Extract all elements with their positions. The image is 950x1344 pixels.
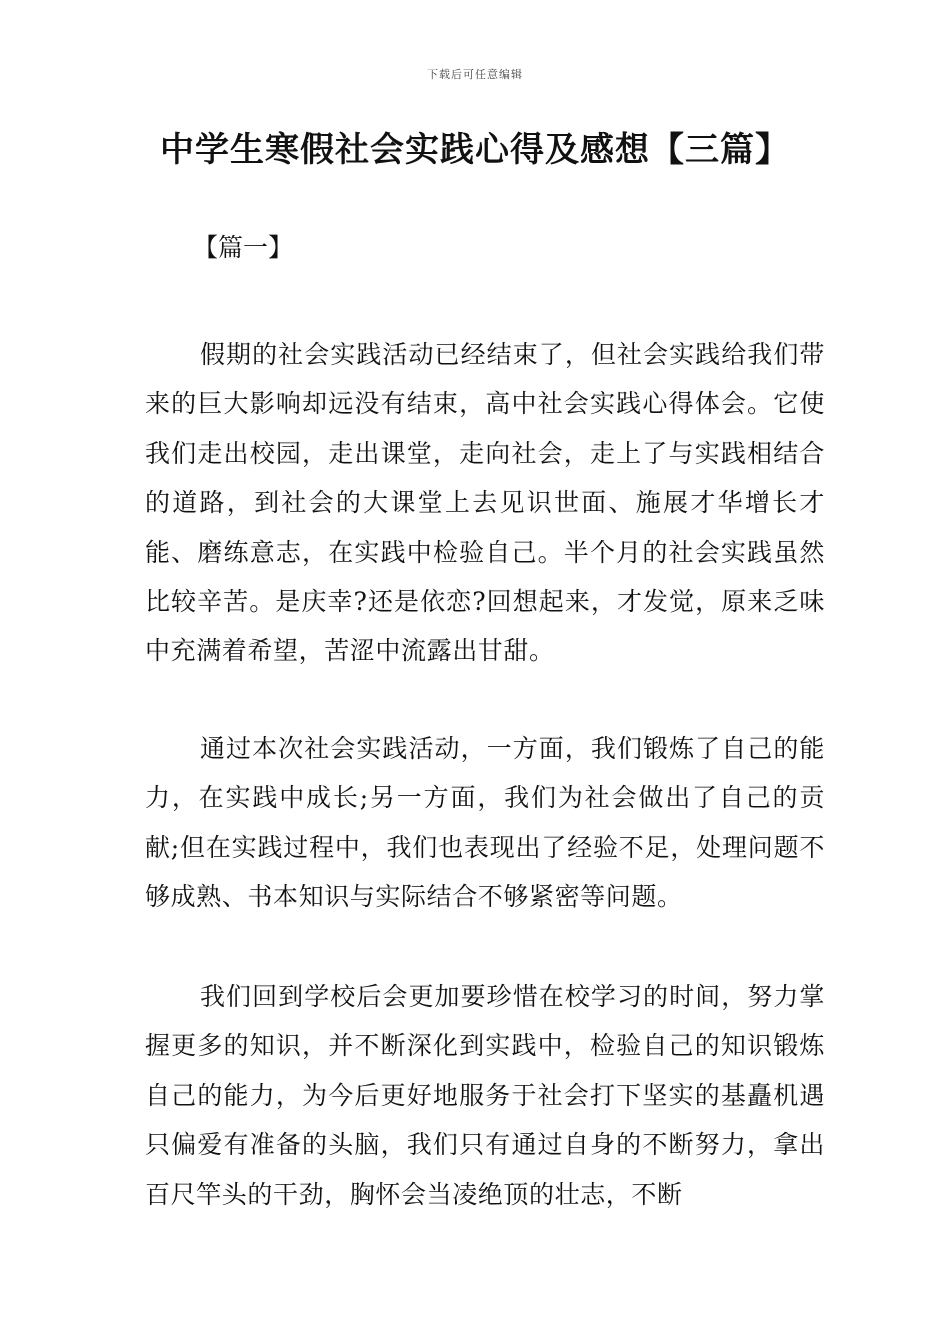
header-note: 下载后可任意编辑	[427, 68, 523, 81]
paragraph-1	[145, 330, 825, 676]
section-label: 【篇一】	[193, 233, 294, 262]
document-title: 中学生寒假社会实践心得及感想【三篇】	[160, 130, 790, 170]
paragraph-3	[145, 972, 825, 1219]
paragraph-text: 通过本次社会实践活动，一方面，我们锻炼了自己的能力，在实践中成长;另一方面，我们为社会做出了自己的贡献;但在实践过程中，我们也表现出了经验不足，处理问题不够成熟、书本知识与实际结合不够紧密等问题。	[145, 734, 825, 912]
paragraph-text: 假期的社会实践活动已经结束了，但社会实践给我们带来的巨大影响却远没有结束，高中社会实践心得体会。它使我们走出校园，走出课堂，走向社会，走上了与实践相结合的道路，到社会的大课堂上去见识世面、施展才华增长才能、磨练意志，在实践中检验自己。半个月的社会实践虽然比较辛苦。是庆幸?还是依恋?回想起来，才发觉，原来乏味中充满着希望，苦涩中流露出甘甜。	[145, 340, 825, 666]
paragraph-text: 我们回到学校后会更加要珍惜在校学习的时间，努力掌握更多的知识，并不断深化到实践中，检验自己的知识锻炼自己的能力，为今后更好地服务于社会打下坚实的基矗机遇只偏爱有准备的头脑，我们只有通过自身的不断努力，拿出百尺竿头的干劲，胸怀会当凌绝顶的壮志，不断	[145, 982, 825, 1209]
paragraph-2	[145, 724, 825, 922]
